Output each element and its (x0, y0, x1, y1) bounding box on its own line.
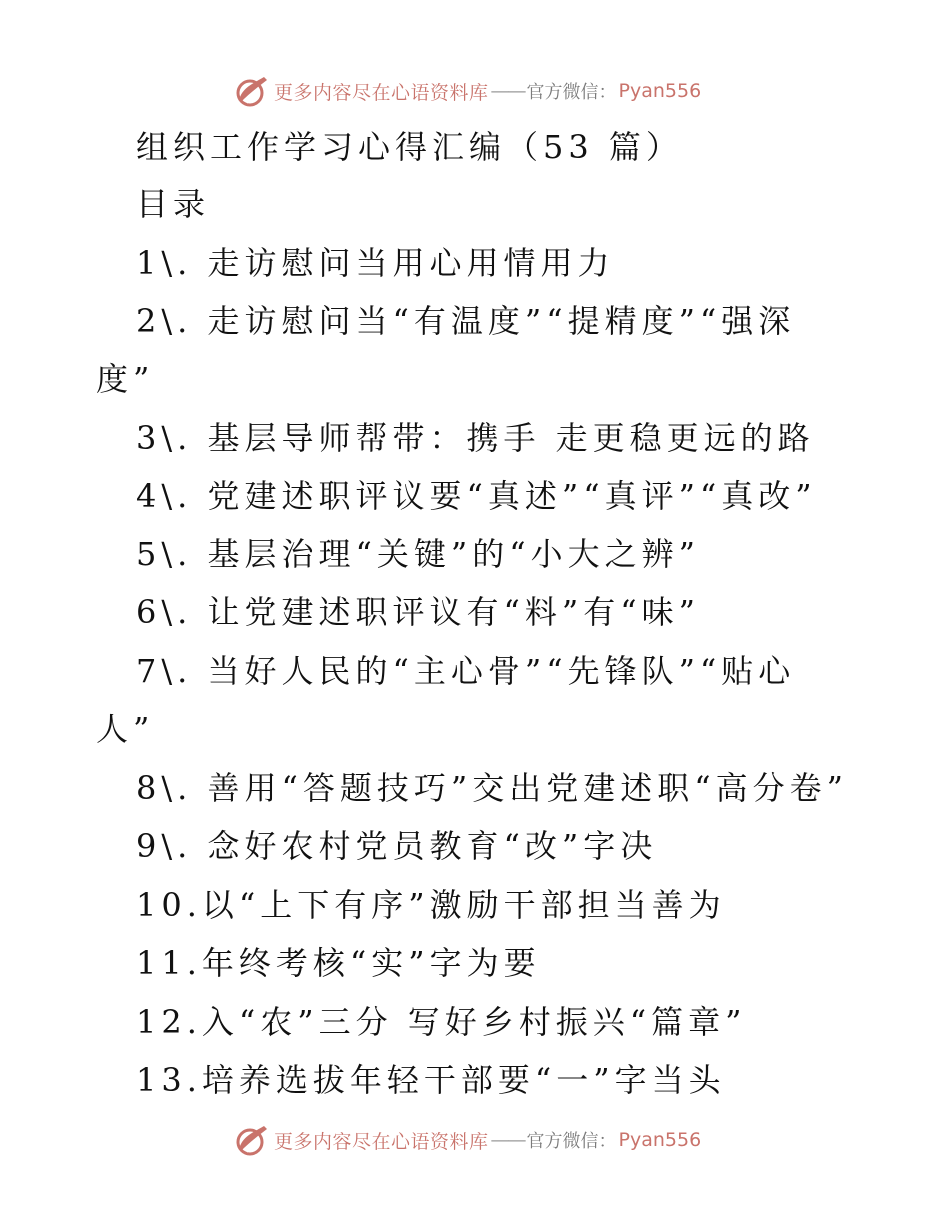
watermark-dash: —— (490, 80, 525, 102)
document-title: 组织工作学习心得汇编（53 篇） (136, 128, 683, 166)
toc-item: 12.入“农”三分 写好乡村振兴“篇章” (136, 1003, 747, 1041)
toc-item: 8\. 善用“答题技巧”交出党建述职“高分卷” (136, 769, 848, 807)
toc-item-continuation: 人” (96, 710, 155, 748)
pen-logo-icon (234, 73, 270, 109)
watermark-banner-top (234, 71, 714, 111)
watermark-wechat-id: Pyan556 (618, 80, 702, 102)
watermark-label: 官方微信： (526, 1131, 617, 1152)
toc-item: 3\. 基层导师帮带：携手 走更稳更远的路 (136, 419, 815, 457)
toc-item: 1\. 走访慰问当用心用情用力 (136, 244, 615, 282)
toc-item: 13.培养选拔年轻干部要“一”字当头 (136, 1061, 726, 1099)
toc-item-continuation: 度” (96, 360, 155, 398)
toc-item: 6\. 让党建述职评议有“料”有“味” (136, 593, 700, 631)
toc-item: 11.年终考核“实”字为要 (136, 944, 541, 982)
watermark-text: 更多内容尽在心语资料库 (274, 81, 489, 104)
toc-item: 5\. 基层治理“关键”的“小大之辨” (136, 535, 700, 573)
watermark-wechat-id: Pyan556 (618, 1129, 702, 1151)
watermark-label: 官方微信： (526, 82, 617, 103)
toc-item: 2\. 走访慰问当“有温度”“提精度”“强深 (136, 302, 796, 340)
toc-heading: 目录 (136, 185, 211, 223)
pen-logo-icon (234, 1122, 270, 1158)
toc-item: 10.以“上下有序”激励干部担当善为 (136, 886, 726, 924)
toc-item: 4\. 党建述职评议要“真述”“真评”“真改” (136, 477, 817, 515)
watermark-banner-bottom (234, 1120, 714, 1160)
toc-item: 7\. 当好人民的“主心骨”“先锋队”“贴心 (136, 652, 796, 690)
watermark-text: 更多内容尽在心语资料库 (274, 1130, 489, 1153)
toc-item: 9\. 念好农村党员教育“改”字决 (136, 827, 658, 865)
watermark-dash: —— (490, 1129, 525, 1151)
